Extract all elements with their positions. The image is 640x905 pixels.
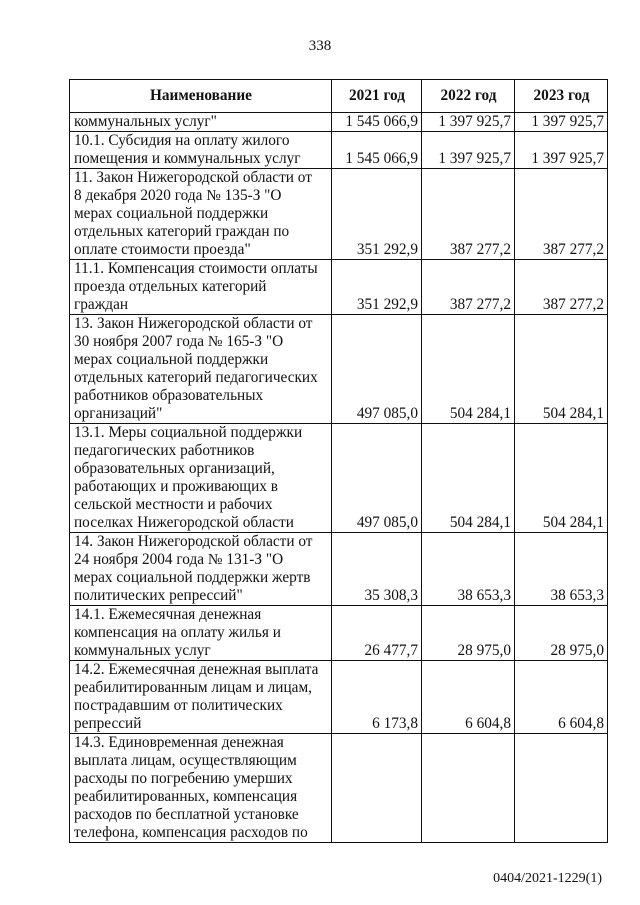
value-2022-cell: 387 277,2 — [422, 260, 515, 315]
value-2023-cell: 28 975,0 — [515, 606, 608, 661]
row-name-line: политических репрессий" — [74, 587, 243, 604]
row-name-line: мерах социальной поддержки — [74, 351, 269, 368]
value-2023-cell: 504 284,1 — [515, 424, 608, 533]
row-name-line: сельской местности и рабочих — [74, 496, 273, 513]
row-name-line: граждан — [74, 296, 129, 313]
table-row — [70, 533, 608, 606]
value-2021-cell: 497 085,0 — [332, 315, 422, 424]
row-name-line: выплата лицам, осуществляющим — [74, 752, 297, 769]
value-2023-cell: 1 397 925,7 — [515, 113, 608, 132]
row-name-line: 13. Закон Нижегородской области от — [74, 315, 313, 332]
budget-table-container — [69, 79, 607, 843]
row-name-cell — [70, 606, 332, 661]
header-name: Наименование — [70, 80, 332, 113]
row-name-cell — [70, 113, 332, 132]
row-name-line: организаций" — [74, 405, 163, 422]
row-name-line: репрессий — [74, 715, 142, 732]
table-row — [70, 132, 608, 169]
row-name-line: оплате стоимости проезда" — [74, 241, 251, 258]
value-2023-cell: 504 284,1 — [515, 315, 608, 424]
row-name-line: мерах социальной поддержки жертв — [74, 569, 311, 586]
row-name-line: 11. Закон Нижегородской области от — [74, 169, 312, 186]
budget-table — [69, 79, 608, 843]
value-2023-cell: 6 604,8 — [515, 661, 608, 734]
row-name-line: 14. Закон Нижегородской области от — [74, 533, 313, 550]
value-2023-cell: 387 277,2 — [515, 260, 608, 315]
row-name-cell — [70, 260, 332, 315]
row-name-line: расходы по погребению умерших — [74, 770, 293, 787]
row-name-line: расходов по бесплатной установке — [74, 806, 299, 823]
row-name-line: проезда отдельных категорий — [74, 278, 267, 295]
row-name-line: компенсация на оплату жилья и — [74, 624, 281, 641]
header-2022: 2022 год — [422, 80, 515, 113]
row-name-line: коммунальных услуг — [74, 642, 211, 659]
row-name-line: отдельных категорий граждан по — [74, 223, 290, 240]
table-row — [70, 169, 608, 260]
row-name-line: 30 ноября 2007 года № 165-З "О — [74, 333, 284, 350]
value-2021-cell: 497 085,0 — [332, 424, 422, 533]
table-row — [70, 734, 608, 843]
row-name-line: отдельных категорий педагогических — [74, 369, 318, 386]
row-name-line: пострадавшим от политических — [74, 697, 283, 714]
value-2021-cell: 351 292,9 — [332, 169, 422, 260]
row-name-cell — [70, 734, 332, 843]
value-2022-cell: 6 604,8 — [422, 661, 515, 734]
table-row — [70, 424, 608, 533]
row-name-cell — [70, 315, 332, 424]
value-2021-cell: 6 173,8 — [332, 661, 422, 734]
row-name-line: коммунальных услуг" — [74, 113, 217, 130]
value-2022-cell: 504 284,1 — [422, 424, 515, 533]
table-row — [70, 113, 608, 132]
value-2022-cell — [422, 734, 515, 843]
row-name-line: 10.1. Субсидия на оплату жилого — [74, 132, 290, 149]
document-code: 0404/2021-1229(1) — [493, 871, 602, 886]
value-2023-cell: 38 653,3 — [515, 533, 608, 606]
header-2021: 2021 год — [332, 80, 422, 113]
value-2022-cell: 1 397 925,7 — [422, 113, 515, 132]
row-name-line: мерах социальной поддержки — [74, 205, 269, 222]
table-row — [70, 661, 608, 734]
row-name-cell — [70, 132, 332, 169]
value-2022-cell: 504 284,1 — [422, 315, 515, 424]
table-row — [70, 606, 608, 661]
value-2022-cell: 1 397 925,7 — [422, 132, 515, 169]
row-name-line: помещения и коммунальных услуг — [74, 150, 301, 167]
value-2023-cell: 1 397 925,7 — [515, 132, 608, 169]
table-row — [70, 315, 608, 424]
value-2021-cell: 26 477,7 — [332, 606, 422, 661]
value-2021-cell: 35 308,3 — [332, 533, 422, 606]
row-name-line: реабилитированным лицам и лицам, — [74, 679, 312, 696]
table-header — [70, 80, 608, 113]
row-name-line: реабилитированных, компенсация — [74, 788, 298, 805]
value-2022-cell: 387 277,2 — [422, 169, 515, 260]
header-2023: 2023 год — [515, 80, 608, 113]
value-2021-cell: 1 545 066,9 — [332, 113, 422, 132]
row-name-line: педагогических работников — [74, 442, 255, 459]
row-name-line: 11.1. Компенсация стоимости оплаты — [74, 260, 318, 277]
page-number: 338 — [308, 38, 332, 54]
row-name-line: образовательных организаций, — [74, 460, 275, 477]
row-name-line: работников образовательных — [74, 387, 264, 404]
row-name-line: телефона, компенсация расходов по — [74, 824, 308, 841]
row-name-line: 24 ноября 2004 года № 131-З "О — [74, 551, 284, 568]
row-name-cell — [70, 424, 332, 533]
value-2023-cell: 387 277,2 — [515, 169, 608, 260]
row-name-line: 8 декабря 2020 года № 135-З "О — [74, 187, 282, 204]
table-row — [70, 260, 608, 315]
value-2021-cell — [332, 734, 422, 843]
row-name-line: работающих и проживающих в — [74, 478, 278, 495]
row-name-cell — [70, 169, 332, 260]
row-name-line: 14.1. Ежемесячная денежная — [74, 606, 262, 623]
value-2021-cell: 1 545 066,9 — [332, 132, 422, 169]
row-name-line: 13.1. Меры социальной поддержки — [74, 424, 303, 441]
value-2021-cell: 351 292,9 — [332, 260, 422, 315]
value-2022-cell: 38 653,3 — [422, 533, 515, 606]
value-2022-cell: 28 975,0 — [422, 606, 515, 661]
table-body — [70, 113, 608, 843]
row-name-line: поселках Нижегородской области — [74, 514, 294, 531]
value-2023-cell — [515, 734, 608, 843]
row-name-line: 14.3. Единовременная денежная — [74, 734, 284, 751]
row-name-cell — [70, 661, 332, 734]
row-name-cell — [70, 533, 332, 606]
header-row — [70, 80, 608, 113]
row-name-line: 14.2. Ежемесячная денежная выплата — [74, 661, 319, 678]
